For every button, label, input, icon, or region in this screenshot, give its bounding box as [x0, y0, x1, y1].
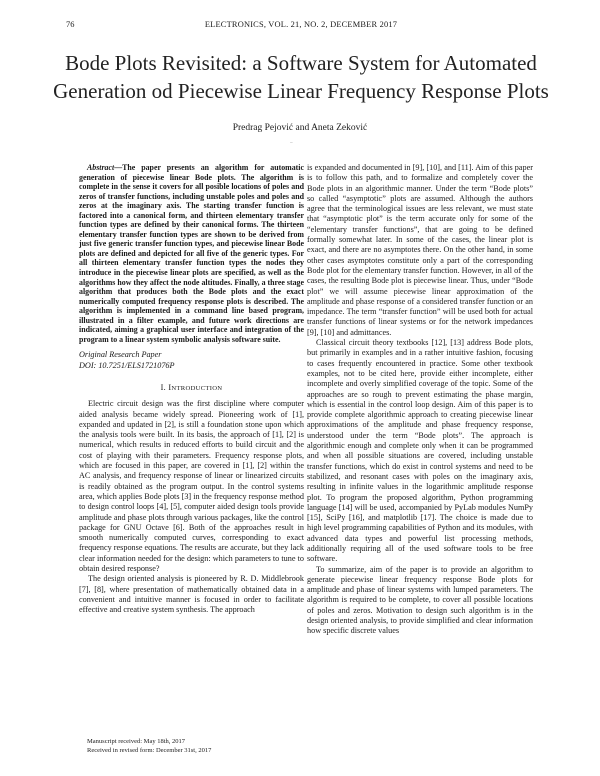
manuscript-received: Manuscript received: May 18th, 2017 [87, 738, 186, 745]
running-header [66, 20, 536, 32]
paper-type: Original Research Paper [79, 350, 162, 360]
authors: Predrag Pejović and Aneta Zeković [232, 123, 368, 133]
footnote [79, 737, 304, 755]
right-column [307, 163, 533, 637]
abstract [79, 163, 304, 344]
paragraph: Electric circuit design was the first discipline where computer aided analysis became widely spread. Pioneering work of [1], expanded and updated in [2], is still a foundation stone upon which the analysis tools were built. In its basis, the approach of [1], [2] is numerical, which results in reduced efforts to build circuit and the cost of playing with their parameters. Frequency response plots, which are focused in this paper, are covered in [1], [2] within the AC analysis, and frequency response of linear or linearized circuits is readily obtained as the program output. In the control systems area, which applies Bode plots [3] in the frequency response method to design control loops [4], [5], computer aided design tools provide amplitude and phase plots through various packages, like the control package for GNU Octave [6]. Both of the approaches result in smooth numerically computed curves, corresponding to exact frequency response equations. The results are accurate, but they lack clear information needed for the design: which parameters to tune to obtain desired response? [79, 399, 304, 574]
paragraph: To summarize, aim of the paper is to provide an algorithm to generate piecewise linear frequency response Bode plots for amplitude and phase of linear systems with lumped parameters. The algorithm is required to be complete, to cover all possible locations of poles and zeros. Motivation to design such algorithm is in the design oriented analysis, to provide simplified and clear information how specific discrete values [307, 564, 533, 636]
journal-info: ELECTRONICS, VOL. 21, NO. 2, DECEMBER 2017 [204, 20, 398, 29]
section-heading [79, 383, 304, 394]
paragraph: The design oriented analysis is pioneered by R. D. Middlebrook [7], [8], where presentation of mathematically obtained data in a convenient and intuitive manner is focused in order to facilitate effective and creative system synthesis. The approach [79, 574, 304, 615]
paragraph: Classical circuit theory textbooks [12], [13] address Bode plots, but primarily in examples and in a rather intuitive fashion, focusing to cases frequently encountered in practice. Some other textbook examples, not to be cited here, provide either incomplete, either incomplete and overly simplified coverage of the topic. Some of the approaches are so rough to prevent estimating the phase margin, which is essential in the control loop design. Aim of this paper is to provide complete algorithmic approach to creating piecewise linear approximations of the amplitude and phase frequency response, understood under the term “Bode plots”. The approach is algorithmic enough and complete only when it can be programmed and when all possible situations are covered, including unstable transfer functions, which do exist in control systems and need to be stabilized, and resonant cases with poles on the imaginary axis, resulting in infinite values in the logarithmic amplitude response plot. To program the proposed algorithm, Python programming language [14] will be used, accompanied by PyLab modules NumPy [15], SciPy [16], and matplotlib [17]. The choice is made due to high level programming capabilities of Python and its modules, with advanced data types and powerful list processing methods, additionally requiring all of the used software tools to be free software. [307, 338, 533, 564]
section-first-letter: I [168, 382, 172, 392]
abstract-label: Abstract [87, 163, 115, 172]
page-number: 76 [66, 20, 75, 29]
section-title-rest: NTRODUCTION [171, 384, 223, 392]
section-numeral: I. [160, 382, 167, 392]
left-column [79, 163, 304, 616]
separator-mark: ~ [290, 141, 293, 146]
abstract-text: —The paper presents an algorithm for automatic generation of piecewise linear Bode plots. The algorithm is complete in the sense it covers for all posible locations of poles and zeros of transfer functions, including unstable poles and poles and zeros at the imaginary axis. The starting transfer function is factored into a canonical form, and thirteen elementary transfer function types are defined by their canonical forms. The thirteen elementary transfer function types are shown to be derived from just five generic transfer function types, and piecewise linear Bode plots are defined and depicted for all five of the generic types. For all thirteen elementary transfer function types the nodes they introduce in the piecewise linear plots are specified, as well as the algorithms how they affect the node altitudes. Finally, a three stage algorithm that produces both the Bode plots and the exact numerically computed frequency response plots is described. The algorithm is implemented in a command line based program, illustrated in a filter example, and future work directions are indicated, aiming a graphical user interface and integration of the program to a linear system symbolic analysis software suite. [79, 163, 304, 344]
paper-title: Bode Plots Revisited: a Software System for Automated Generation od Piecewise Linear Frequency Response Plots [53, 51, 549, 103]
doi: DOI: 10.7251/ELS1721076P [79, 360, 175, 370]
paragraph: is expanded and documented in [9], [10], and [11]. Aim of this paper is to follow this path, and to formalize and completely cover the Bode plots in an algorithmic manner. Under the term “Bode plots” so called “asymptotic” plots are assumed. Although the authors agree that the terminological issues are less relevant, we must state that “asymptotic plot” is the term accurate only for some of the “elementary transfer functions”, that are going to be defined formally somewhat later. In some of the cases, the linear plot is exact, and there are no asymptotes there. On the other hand, in some other cases asymptotes constitute only a part of the corresponding Bode plot for the elementary transfer function. However, in all of the cases, the resulting Bode plot is piecewise linear. Thus, under “Bode plot” we will assume piecewise linear approximation of the amplitude and phase response of a considered transfer function or an impedance. The term “transfer function” will be used both for actual transfer functions of linear systems or for the network impedances [9], [10] and admittances. [307, 163, 533, 337]
revised-received: Received in revised form: December 31st, 2017 [87, 747, 212, 754]
